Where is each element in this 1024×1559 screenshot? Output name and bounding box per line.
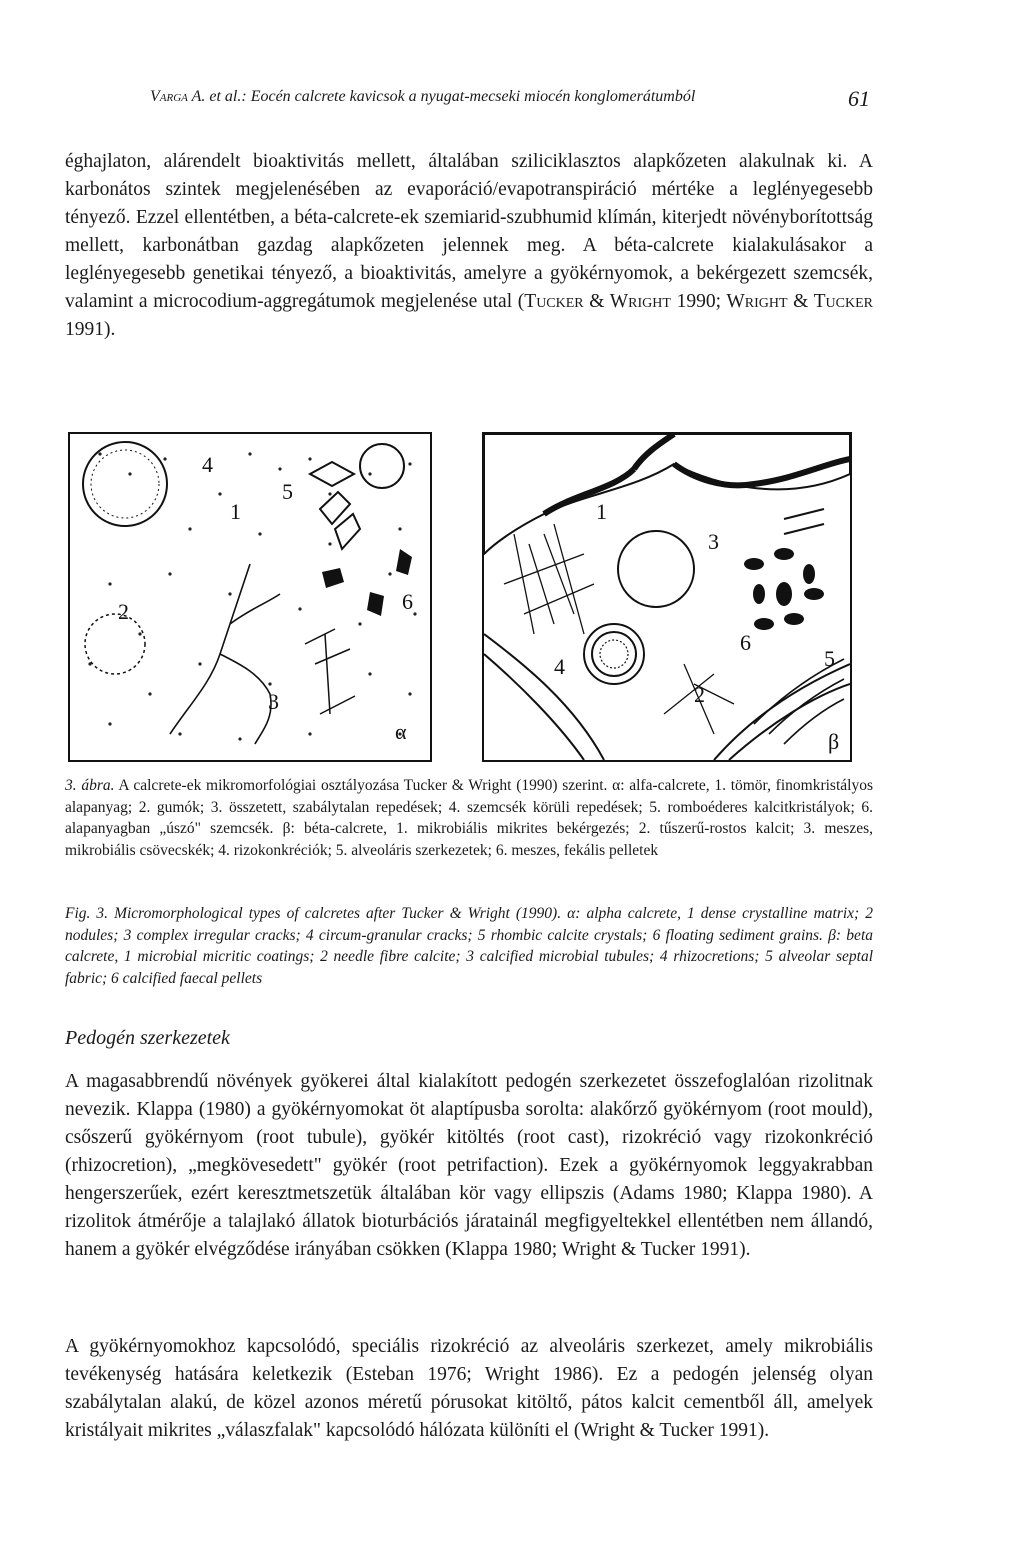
alpha-label-2: 2 [118,599,129,624]
page-number: 61 [848,86,870,111]
alpha-label-1: 1 [230,499,241,524]
beta-label-beta: β [828,729,840,754]
faecal-pellets [744,548,824,630]
beta-label-6: 6 [740,630,751,655]
running-header [150,88,870,118]
beta-label-5: 5 [824,646,835,671]
figure-caption-hungarian: 3. ábra. A calcrete-ek mikromorfológiai osztályozása Tucker & Wright (1990) szerint. α: alfa-calcrete, 1. tömör, finomkristályos alapanyag; 2. gumók; 3. összetett, szabálytalan repedések; 4. szemcsék körüli repedések; 5. romboéderes kalcitkristályok; 6. alapanyagban „úszó" szemcsék. β: béta-calcrete, 1. mikrobiális mikrites bekérgezés; 2. tűszerű-rostos kalcit; 3. meszes, mikrobiális csövecskék; 4. rizokonkréciók; 5. alveoláris szerkezetek; 6. meszes, fekális pelletek [65,777,873,859]
section-title: Pedogén szerkezetek [65,1027,230,1049]
floating-grains [322,549,412,616]
rhombic-crystals [310,462,360,549]
paragraph-1: éghajlaton, alárendelt bioaktivitás mellett, általában sziliciklasztos alapkőzeten alakulnak ki. A karbonátos szintek megjelenésében az evaporáció/evapotranspiráció mértéke a leglényegesebb tényező. Ezzel ellentétben, a béta-calcrete-ek szemiarid-szubhumid klímán, kiterjedt növényborítottság mellett, karbonátban gazdag alapkőzeten jelennek meg. A béta-calcrete kialakulásakor a leglényegesebb genetikai tényező, a bioaktivitás, amelyre a gyökérnyomok, a bekérgezett szemcsék, valamint a microcodium-aggregátumok megjelenése utal (Tucker & Wright 1990; Wright & Tucker 1991). [65,151,873,340]
alpha-calcrete-panel [68,432,432,762]
alpha-label-3: 3 [268,689,279,714]
matrix-dots [88,452,416,740]
alpha-label-alpha: α [395,719,407,744]
nodule [85,614,145,674]
figure-3 [68,432,848,762]
running-title: Varga A. et al.: Eocén calcrete kavicsok a nyugat-mecseki miocén konglomerátumból [150,88,696,105]
paragraph-3: A gyökérnyomokhoz kapcsolódó, speciális rizokréció az alveoláris szerkezet, amely mikrobiális tevékenység hatására keletkezik (Esteban 1976; Wright 1986). Ez a pedogén jelenség olyan szabálytalan alakú, de közel azonos méretű pórusokat kitöltő, pátos kalcit cementből áll, amelyek kristályait mikrites „válaszfalak" kapcsolódó hálózata különíti el (Wright & Tucker 1991). [65,1336,873,1441]
beta-calcrete-panel [482,432,852,762]
paragraph-2: A magasabbrendű növények gyökerei által kialakított pedogén szerkezetet összefoglalóan rizolitnak nevezik. Klappa (1980) a gyökérnyomokat öt alaptípusba sorolta: alakőrző gyökérnyom (root mould), csőszerű gyökérnyom (root tubule), gyökér kitöltés (root cast), rizokréció vagy rizokonkréció (rhizocretion), „megkövesedett" gyökér (root petrifaction). Ezek a gyökérnyomok leggyakrabban hengerszerűek, ezért keresztmetszetük általában kör vagy ellipszis (Adams 1980; Klappa 1980). A rizolitok átmérője a talajlakó állatok bioturbációs járatainál megfigyeltekkel ellentétben nem állandó, hanem a gyökér elvégződése irányában csökken (Klappa 1980; Wright & Tucker 1991). [65,1071,873,1260]
alpha-label-4: 4 [202,452,213,477]
alpha-drawing [70,434,430,760]
beta-label-3: 3 [708,529,719,554]
beta-label-4: 4 [554,654,565,679]
beta-label-1: 1 [596,499,607,524]
beta-drawing [484,434,850,760]
figure-caption-english: Fig. 3. Micromorphological types of calcretes after Tucker & Wright (1990). α: alpha calcrete, 1 dense crystalline matrix; 2 nodules; 3 complex irregular cracks; 4 circum-granular cracks; 5 rhombic calcite crystals; 6 floating sediment grains. β: beta calcrete, 1 microbial micritic coatings; 2 needle fibre calcite; 3 calcified microbial tubules; 4 rhizocretions; 5 alveolar septal fabric; 6 calcified faecal pellets [65,905,873,987]
circum-granular-crack [83,442,167,526]
alpha-label-5: 5 [282,479,293,504]
beta-label-2: 2 [694,682,705,707]
irregular-cracks [170,564,280,744]
alpha-label-6: 6 [402,589,413,614]
microbial-tubules [618,531,694,607]
